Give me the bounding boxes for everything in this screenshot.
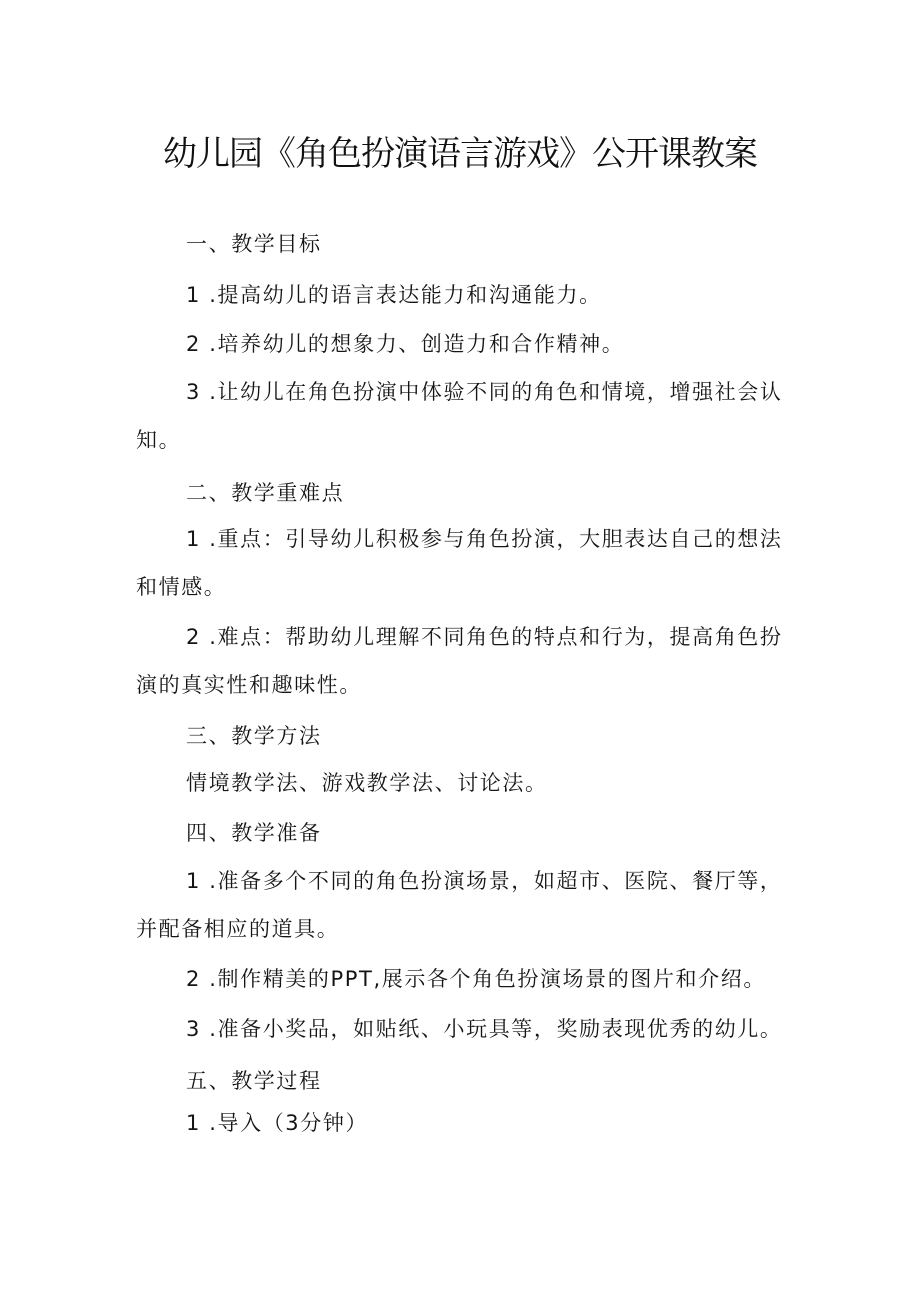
goal-item-1: 1 .提高幼儿的语言表达能力和沟通能力。 — [186, 283, 602, 307]
preparation-item-2: 2 .制作精美的PPT,展示各个角色扮演场景的图片和介绍。 — [186, 967, 766, 991]
goal-item-2: 2 .培养幼儿的想象力、创造力和合作精神。 — [186, 332, 625, 356]
section-heading-preparation: 四、教学准备 — [186, 821, 322, 845]
preparation-item-3: 3 .准备小奖品，如贴纸、小玩具等，奖励表现优秀的幼儿。 — [186, 1017, 783, 1041]
goal-item-3: 3 .让幼儿在角色扮演中体验不同的角色和情境，增强社会认知。 — [136, 380, 783, 452]
process-item-1: 1 .导入（3分钟） — [186, 1111, 369, 1135]
section-heading-goals: 一、教学目标 — [186, 232, 322, 256]
key-point-item-2: 2 .难点：帮助幼儿理解不同角色的特点和行为，提高角色扮演的真实性和趣味性。 — [136, 625, 783, 697]
section-heading-process: 五、教学过程 — [186, 1069, 322, 1093]
methods-text: 情境教学法、游戏教学法、讨论法。 — [186, 771, 548, 795]
preparation-item-1: 1 .准备多个不同的角色扮演场景，如超市、医院、餐厅等，并配备相应的道具。 — [136, 869, 783, 941]
document-title: 幼儿园《角色扮演语言游戏》公开课教案 — [163, 134, 757, 174]
key-point-item-1: 1 .重点：引导幼儿积极参与角色扮演，大胆表达自己的想法和情感。 — [136, 527, 783, 599]
section-heading-methods: 三、教学方法 — [186, 724, 322, 748]
section-heading-key-points: 二、教学重难点 — [186, 481, 345, 505]
